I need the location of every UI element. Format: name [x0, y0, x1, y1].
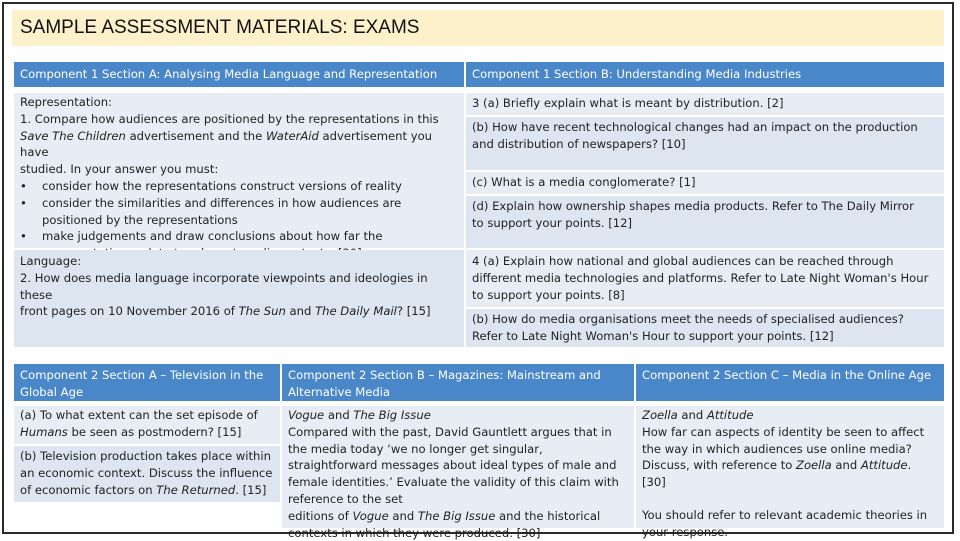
c1b-header — [466, 62, 944, 90]
c1a-representation-question — [14, 93, 464, 248]
c2a-header — [14, 364, 280, 404]
page-title: SAMPLE ASSESSMENT MATERIALS: EXAMS — [12, 10, 944, 46]
c2b-question — [282, 406, 634, 540]
c2a-qa: (a) To what extent can the set episode of Humans be seen as postmodern? [15] — [14, 406, 280, 444]
c2c-note: You should refer to relevant academic theories in your response. — [642, 507, 928, 539]
c1a-header-label: Component 1 Section A: Analysing Media Language and Representation — [20, 67, 438, 82]
rep-question-line1: 1. Compare how audiences are positioned by the representations in this — [20, 111, 439, 126]
c1a-header — [14, 62, 464, 90]
lang-paper-1: The Sun — [238, 304, 286, 319]
c1b-q3a: 3 (a) Briefly explain what is meant by distribution. [2] — [466, 93, 944, 115]
c2c-set-texts: Zoella and Attitude — [642, 408, 754, 422]
rep-question-line2: Save The Children advertisement and the WaterAid advertisement you have — [20, 128, 433, 160]
c2b-header-label: Component 2 Section B – Magazines: Mainstream and Alternative Media — [288, 368, 601, 399]
lang-paper-2: The Daily Mail — [315, 304, 397, 319]
rep-question-line3: studied. In your answer you must: — [20, 162, 219, 177]
c1b-header-label: Component 1 Section B: Understanding Media Industries — [472, 67, 802, 82]
rep-bullet-2: • consider the similarities and differences in how audiences are positioned by the representations — [20, 195, 458, 229]
c2b-question-body: Compared with the past, David Gauntlett argues that in the media today ‘we no longer get singular, straightforward messages about ideal types of male and female identities.’ Evaluate the validity of this claim with reference to the set — [288, 424, 619, 506]
c2b-set-texts: Vogue and The Big Issue — [288, 408, 431, 422]
c1b-q3d: (d) Explain how ownership shapes media products. Refer to The Daily Mirror to support your points. [12] — [466, 196, 944, 248]
c2b-question-line-editions: editions of Vogue and The Big Issue and the historical — [288, 508, 601, 523]
c2b-header — [282, 364, 634, 404]
c2a-programme-humans: Humans — [20, 424, 68, 439]
c2c-question-body: How far can aspects of identity be seen to affect the way in which audiences use online media? Discuss, with reference to Zoella and Attitude. [30] — [642, 424, 925, 490]
rep-bullet-3: • make judgements and draw conclusions about how far the — [20, 228, 458, 262]
lang-heading: Language: — [20, 254, 82, 268]
lang-question-line1: 2. How does media language incorporate viewpoints and ideologies in these — [20, 270, 428, 302]
c1b-q4a: 4 (a) Explain how national and global audiences can be reached through different media technologies and platforms. Refer to Late Night Woman's Hour to support your points. [8] — [466, 250, 944, 307]
c2c-header-label: Component 2 Section C – Media in the Online Age — [642, 368, 932, 382]
c2a-header-label: Component 2 Section A – Television in the Global Age — [20, 368, 264, 399]
c2a-qb: (b) Television production takes place within an economic context. Discuss the influence of economic factors on The Returned. [15] — [14, 446, 280, 502]
c1b-q3b: (b) How have recent technological changes had an impact on the production and distribution of newspapers? [10] — [466, 117, 944, 170]
rep-bullet-1: • consider how the representations construct versions of reality — [20, 178, 458, 195]
c2c-header — [636, 364, 944, 404]
rep-heading: Representation: — [20, 95, 112, 109]
lang-question-line2: front pages on 10 November 2016 of The Sun and The Daily Mail? [15] — [20, 304, 431, 319]
rep-ad-2: WaterAid — [265, 128, 319, 143]
rep-ad-1: Save The Children — [20, 128, 126, 143]
c2b-question-line-contexts: contexts in which they were produced. [30] — [288, 525, 541, 540]
c2c-question — [636, 406, 944, 539]
c2a-programme-returned: The Returned — [156, 482, 236, 497]
c1b-q3c: (c) What is a media conglomerate? [1] — [466, 172, 944, 194]
c1b-q4b: (b) How do media organisations meet the needs of specialised audiences? Refer to Late Night Woman's Hour to support your points. [12] — [466, 309, 944, 347]
c1a-language-question — [14, 250, 464, 347]
